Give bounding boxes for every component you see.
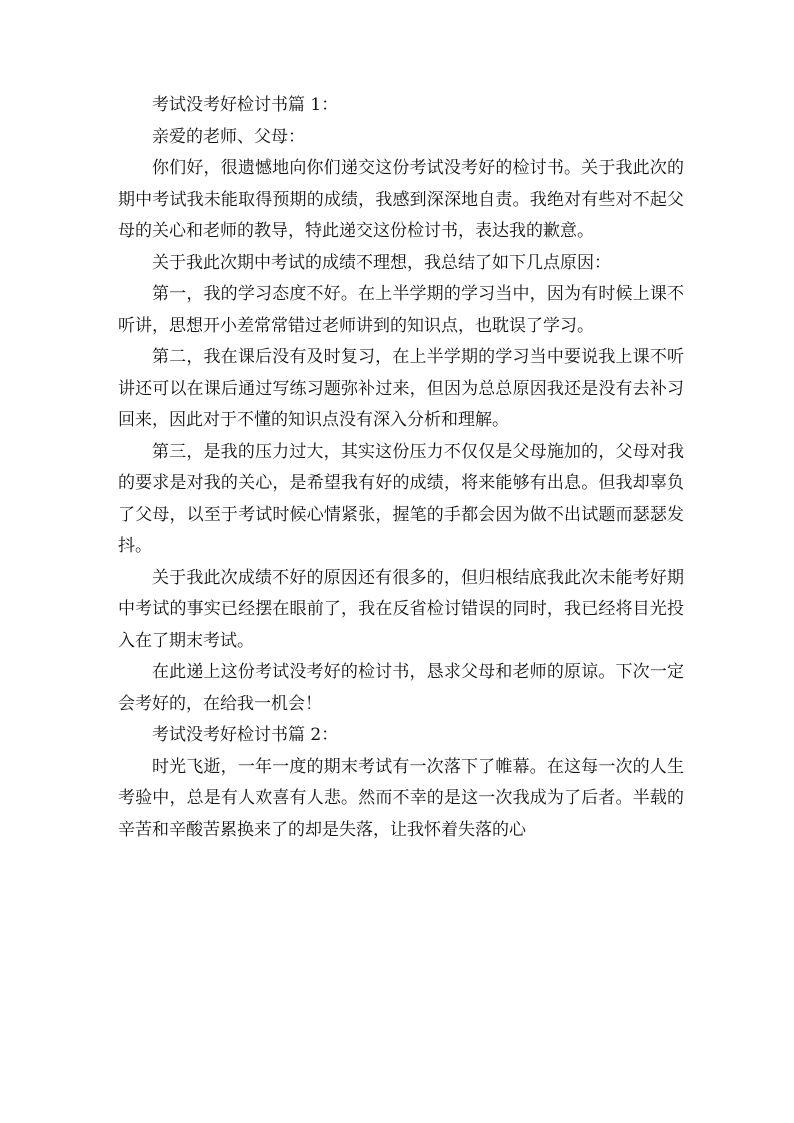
section-heading-1: 考试没考好检讨书篇 1： <box>152 95 339 115</box>
paragraph-reason-2: 第二，我在课后没有及时复习，在上半学期的学习当中要说我上课不听讲还可以在课后通过写练习题弥补过来，但因为总总原因我还是没有去补习回来，因此对于不懂的知识点没有深入分析和理解。 <box>118 347 684 430</box>
paragraph-reason-3: 第三，是我的压力过大，其实这份压力不仅仅是父母施加的，父母对我的要求是对我的关心，是希望我有好的成绩，将来能够有出息。但我却辜负了父母，以至于考试时候心情紧张，握笔的手都会因为做不出试题而瑟瑟发抖。 <box>118 441 684 556</box>
paragraph-greeting: 你们好，很遗憾地向你们递交这份考试没考好的检讨书。关于我此次的期中考试我未能取得预期的成绩，我感到深深地自责。我绝对有些对不起父母的关心和老师的教导，特此递交这份检讨书，表达我的歉意。 <box>118 158 684 241</box>
paragraph-reason-1: 第一，我的学习态度不好。在上半学期的学习当中，因为有时候上课不听讲，思想开小差常常错过老师讲到的知识点，也耽误了学习。 <box>118 284 684 336</box>
paragraph-reasons-intro: 关于我此次期中考试的成绩不理想，我总结了如下几点原因： <box>152 252 611 273</box>
salutation: 亲爱的老师、父母： <box>152 126 305 147</box>
document-body <box>118 90 684 846</box>
paragraph-summary: 关于我此次成绩不好的原因还有很多的，但归根结底我此次未能考好期中考试的事实已经摆在眼前了，我在反省检讨错误的同时，我已经将目光投入在了期末考试。 <box>118 567 684 651</box>
section-heading-2: 考试没考好检讨书篇 2： <box>152 725 339 745</box>
paragraph-section-2-opening: 时光飞逝，一年一度的期末考试有一次落下了帷幕。在这每一次的人生考验中，总是有人欢喜有人悲。然而不幸的是这一次我成为了后者。半载的辛苦和辛酸苦累换来了的却是失落，让我怀着失落的心 <box>118 756 684 840</box>
paragraph-closing: 在此递上这份考试没考好的检讨书，恳求父母和老师的原谅。下次一定会考好的，在给我一机会！ <box>118 662 684 714</box>
